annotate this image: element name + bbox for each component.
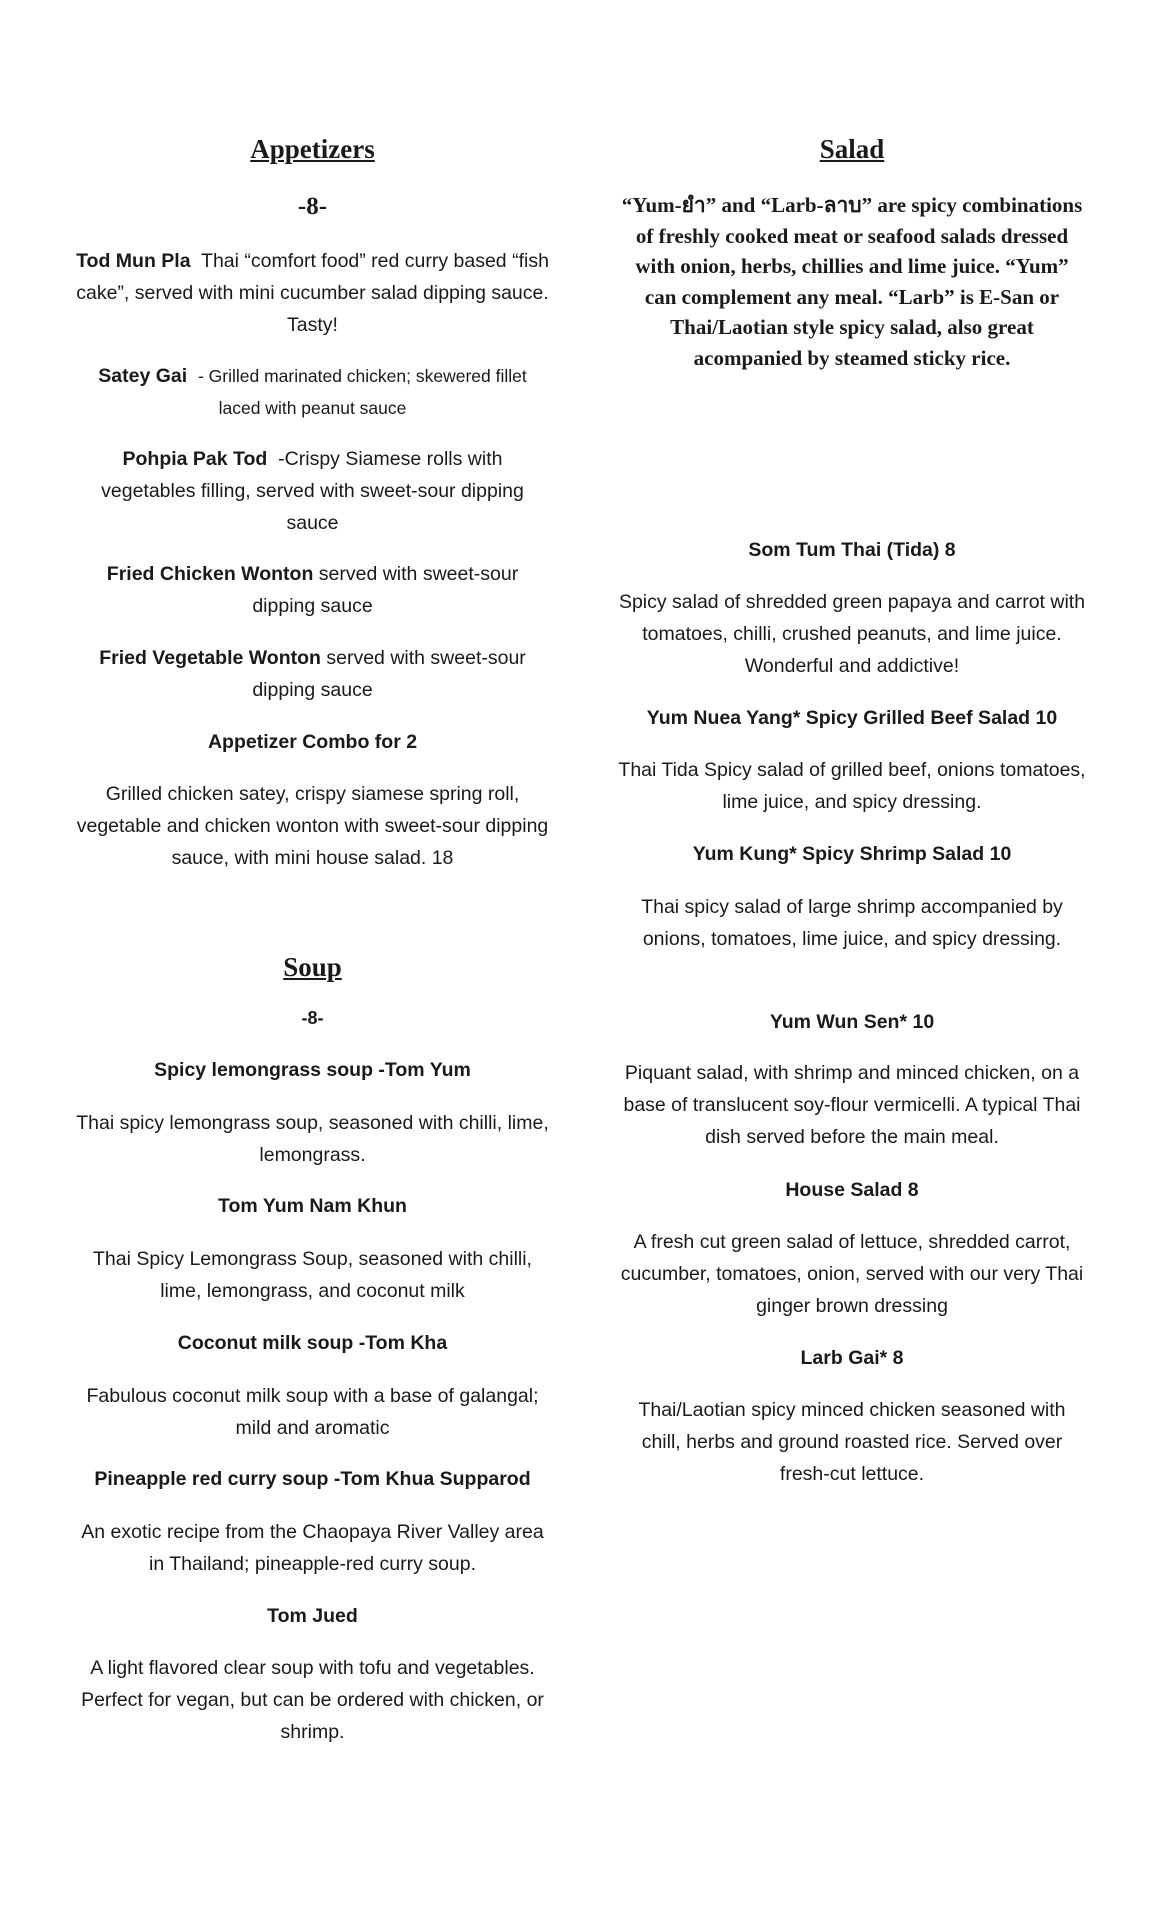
salad-title: Yum Kung* Spicy Shrimp Salad 10 [692,843,1012,865]
menu-item [75,558,550,622]
combo-desc: Grilled chicken satey, crispy siamese spring roll, vegetable and chicken wonton with sweet-sour dipping sauce, with mini house salad. 18 [76,783,549,869]
salad-title: Yum Wun Sen* 10 [769,1011,935,1033]
menu-item [75,642,550,706]
salad-title: Yum Nuea Yang* Spicy Grilled Beef Salad 10 [646,707,1058,729]
soup-title: Spicy lemongrass soup -Tom Yum [154,1059,471,1081]
salad-desc: Piquant salad, with shrimp and minced chicken, on a base of translucent soy-flour vermicelli. A typical Thai dish served before the main meal. [623,1062,1081,1148]
item-name: Tod Mun Pla [76,250,191,272]
salad-desc: A fresh cut green salad of lettuce, shredded carrot, cucumber, tomatoes, onion, served with our very Thai ginger brown dressing [620,1231,1084,1317]
salad-desc: Thai/Laotian spicy minced chicken seasoned with chill, herbs and ground roasted rice. Served over fresh-cut lettuce. [638,1399,1066,1485]
soup-desc: Thai spicy lemongrass soup, seasoned with chilli, lime, lemongrass. [76,1112,549,1166]
salad-title: Larb Gai* 8 [800,1347,904,1369]
salad-title: Som Tum Thai (Tida) 8 [748,539,956,561]
item-name: Fried Chicken Wonton [106,563,314,585]
menu-item [75,245,550,341]
menu-item [75,443,550,539]
appetizers-heading: Appetizers [250,134,375,164]
soup-desc: Thai Spicy Lemongrass Soup, seasoned with chilli, lime, lemongrass, and coconut milk [93,1248,532,1302]
soup-title: Coconut milk soup -Tom Kha [177,1332,448,1354]
salad-intro: “Yum-ยำ” and “Larb-ลาบ” are spicy combinations of freshly cooked meat or seafood salads dressed with onion, herbs, chillies and lime juice. “Yum” can complement any meal. “Larb” is E-San or Thai/Laotian style spicy salad, also great acompanied by steamed sticky rice. [621,193,1083,370]
soup-title: Tom Yum Nam Khun [218,1195,407,1217]
item-name: Satey Gai [98,365,188,387]
soup-title: Pineapple red curry soup -Tom Khua Supparod [94,1468,531,1490]
salad-title: House Salad 8 [785,1179,919,1201]
menu-item [75,360,550,424]
item-name: Pohpia Pak Tod [122,448,268,470]
salad-heading: Salad [819,134,885,164]
soup-desc: Fabulous coconut milk soup with a base of galangal; mild and aromatic [86,1385,539,1439]
salad-desc: Thai Tida Spicy salad of grilled beef, onions tomatoes, lime juice, and spicy dressing. [618,759,1086,813]
soup-title: Tom Jued [267,1605,358,1627]
item-name: Fried Vegetable Wonton [99,647,321,669]
item-desc: served with sweet-sour dipping sauce [252,563,519,617]
soup-desc: A light flavored clear soup with tofu and vegetables. Perfect for vegan, but can be ordered with chicken, or shrimp. [81,1657,544,1743]
salad-desc: Thai spicy salad of large shrimp accompanied by onions, tomatoes, lime juice, and spicy dressing. [641,896,1063,950]
item-desc: -Crispy Siamese rolls with vegetables filling, served with sweet-sour dipping sauce [101,448,524,534]
soup-desc: An exotic recipe from the Chaopaya River Valley area in Thailand; pineapple-red curry soup. [81,1521,544,1575]
appetizers-price: -8- [297,193,328,220]
item-desc: Thai “comfort food” red curry based “fish cake”, served with mini cucumber salad dipping sauce. Tasty! [76,250,549,336]
item-desc: - Grilled marinated chicken; skewered fillet laced with peanut sauce [197,366,527,418]
item-desc: served with sweet-sour dipping sauce [252,647,526,701]
soup-price: -8- [301,1008,324,1028]
salad-desc: Spicy salad of shredded green papaya and carrot with tomatoes, chilli, crushed peanuts, and lime juice. Wonderful and addictive! [618,591,1086,677]
soup-heading: Soup [283,952,342,982]
combo-title: Appetizer Combo for 2 [207,731,418,753]
